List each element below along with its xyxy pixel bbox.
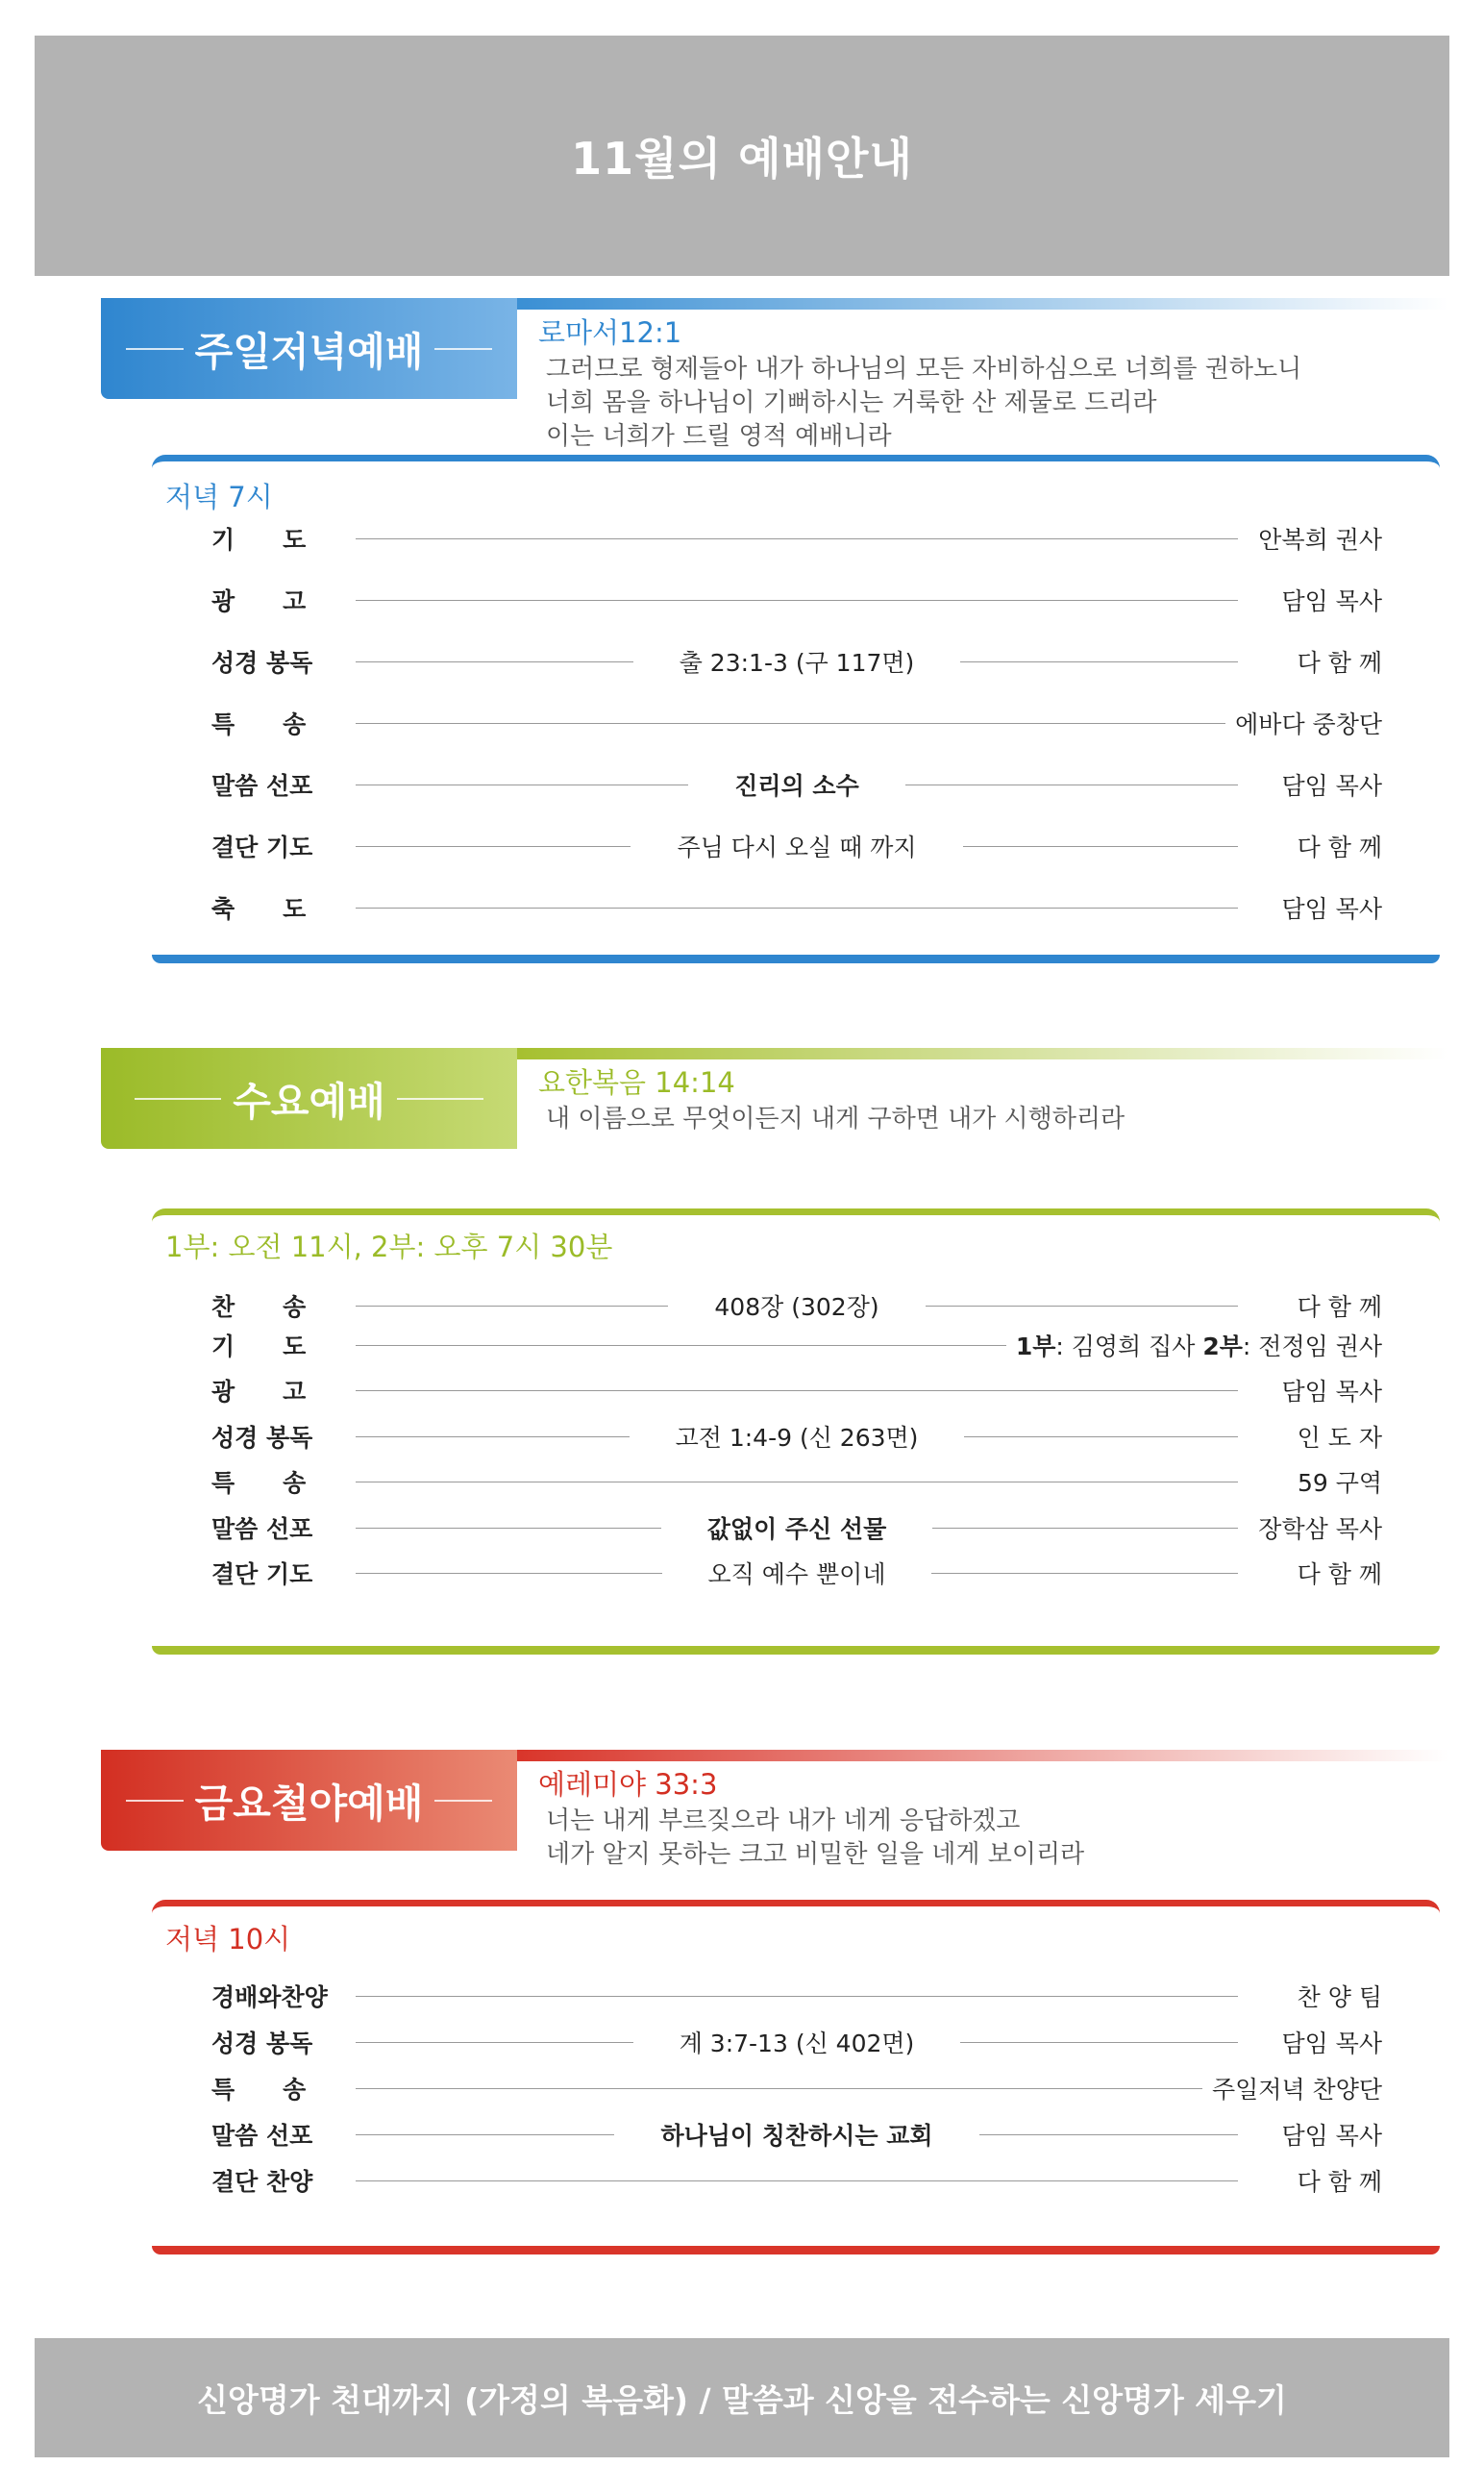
label-rule	[434, 348, 492, 350]
order-item: 성경 봉독	[211, 2030, 313, 2057]
order-row	[211, 1288, 1382, 1323]
verse-line: 내 이름으로 무엇이든지 내게 구하면 내가 시행하리라	[546, 1105, 1125, 1133]
service-label-box	[101, 298, 517, 399]
order-row	[211, 1979, 1382, 2013]
service-label: 수요예배	[233, 1079, 385, 1125]
order-item: 광 고	[211, 1378, 307, 1406]
service-time: 저녁 10시	[165, 1923, 291, 1955]
order-detail: 408장 (302장)	[356, 1288, 1238, 1323]
verse-reference: 로마서12:1	[538, 316, 682, 349]
order-leader: 1부: 김영희 집사 2부: 전정임 권사	[1015, 1333, 1382, 1360]
order-row	[211, 1510, 1382, 1545]
order-item: 특 송	[211, 710, 307, 738]
order-item: 광 고	[211, 587, 307, 615]
order-row	[211, 1419, 1382, 1454]
verse-line: 너는 내게 부르짖으라 내가 네게 응답하겠고	[546, 1806, 1021, 1835]
order-leader: 다 함 께	[1297, 1560, 1382, 1588]
label-rule	[126, 348, 184, 350]
order-row	[211, 1328, 1382, 1362]
order-leader: 에바다 중창단	[1235, 710, 1382, 738]
order-row	[211, 1464, 1382, 1499]
order-leader: 담임 목사	[1281, 1378, 1382, 1406]
service-label-box	[101, 1750, 517, 1851]
order-item: 말씀 선포	[211, 2122, 313, 2150]
order-row	[211, 644, 1382, 679]
frame-bottom-bar	[152, 2246, 1440, 2254]
order-item: 특 송	[211, 2076, 307, 2104]
verse-line: 네가 알지 못하는 크고 비밀한 일을 네게 보이리라	[546, 1840, 1085, 1869]
order-detail: 값없이 주신 선물	[356, 1510, 1238, 1545]
order-detail: 하나님이 칭찬하시는 교회	[356, 2117, 1238, 2152]
order-detail	[356, 2088, 1202, 2089]
order-row	[211, 2117, 1382, 2152]
order-detail	[356, 908, 1238, 909]
verse-line: 그러므로 형제들아 내가 하나님의 모든 자비하심으로 너희를 권하노니	[546, 355, 1302, 384]
order-leader: 다 함 께	[1297, 834, 1382, 861]
gradient-strip	[516, 298, 1448, 310]
order-item: 기 도	[211, 1333, 307, 1360]
order-leader: 다 함 께	[1297, 1293, 1382, 1321]
order-detail: 진리의 소수	[356, 767, 1238, 802]
order-leader: 주일저녁 찬양단	[1212, 2076, 1382, 2104]
verse-reference: 예레미야 33:3	[538, 1768, 718, 1801]
verse-block	[538, 1061, 1442, 1136]
order-item: 말씀 선포	[211, 772, 313, 800]
order-leader: 찬 양 팀	[1297, 1983, 1382, 2011]
service-time: 저녁 7시	[165, 481, 273, 513]
order-detail	[356, 1390, 1238, 1391]
order-item: 축 도	[211, 895, 307, 923]
order-leader: 담임 목사	[1281, 2122, 1382, 2150]
order-item: 말씀 선포	[211, 1515, 313, 1543]
label-rule	[434, 1800, 492, 1802]
order-leader: 담임 목사	[1281, 895, 1382, 923]
order-row	[211, 1373, 1382, 1407]
order-item: 기 도	[211, 526, 307, 554]
order-leader: 장학삼 목사	[1258, 1515, 1382, 1543]
order-row	[211, 521, 1382, 556]
page-title: 11월의 예배안내	[571, 133, 913, 185]
service-time: 1부: 오전 11시, 2부: 오후 7시 30분	[165, 1231, 613, 1263]
order-detail: 오직 예수 뿐이네	[356, 1556, 1238, 1590]
order-leader: 안복희 권사	[1258, 526, 1382, 554]
order-item: 찬 송	[211, 1293, 307, 1321]
frame-bottom-bar	[152, 955, 1440, 963]
order-leader: 담임 목사	[1281, 772, 1382, 800]
order-item: 성경 봉독	[211, 1424, 313, 1452]
order-detail	[356, 1345, 1006, 1346]
order-detail	[356, 2180, 1238, 2181]
order-item: 결단 찬양	[211, 2168, 313, 2196]
order-row	[211, 1556, 1382, 1590]
header-bar	[35, 36, 1449, 276]
gradient-strip	[516, 1048, 1448, 1059]
order-item: 결단 기도	[211, 1560, 313, 1588]
order-leader: 담임 목사	[1281, 2030, 1382, 2057]
order-item: 경배와찬양	[211, 1983, 328, 2011]
order-leader: 59 구역	[1297, 1469, 1382, 1497]
order-leader: 다 함 께	[1297, 2168, 1382, 2196]
verse-line: 너희 몸을 하나님이 기뻐하시는 거룩한 산 제물로 드리라	[546, 388, 1157, 417]
order-row	[211, 706, 1382, 740]
gradient-strip	[516, 1750, 1448, 1761]
verse-line: 이는 너희가 드릴 영적 예배니라	[546, 422, 892, 451]
order-detail	[356, 1996, 1238, 1997]
verse-block	[538, 311, 1442, 454]
footer-bar	[35, 2338, 1449, 2457]
order-detail	[356, 538, 1238, 539]
order-item: 결단 기도	[211, 834, 313, 861]
order-detail: 계 3:7-13 (신 402면)	[356, 2025, 1238, 2059]
service-label: 금요철야예배	[194, 1781, 424, 1827]
order-leader: 다 함 께	[1297, 649, 1382, 677]
order-row	[211, 767, 1382, 802]
order-leader: 담임 목사	[1281, 587, 1382, 615]
service-label-box	[101, 1048, 517, 1149]
order-item: 특 송	[211, 1469, 307, 1497]
order-detail	[356, 723, 1225, 724]
order-detail	[356, 600, 1238, 601]
order-row	[211, 2071, 1382, 2105]
verse-reference: 요한복음 14:14	[538, 1066, 735, 1099]
order-row	[211, 2163, 1382, 2198]
order-row	[211, 583, 1382, 617]
service-label: 주일저녁예배	[194, 329, 424, 375]
verse-block	[538, 1763, 1442, 1872]
label-rule	[397, 1098, 483, 1100]
order-detail: 주님 다시 오실 때 까지	[356, 829, 1238, 863]
order-row	[211, 890, 1382, 925]
order-item: 성경 봉독	[211, 649, 313, 677]
order-leader: 인 도 자	[1297, 1424, 1382, 1452]
label-rule	[126, 1800, 184, 1802]
frame-bottom-bar	[152, 1646, 1440, 1655]
order-row	[211, 829, 1382, 863]
label-rule	[135, 1098, 221, 1100]
order-detail: 고전 1:4-9 (신 263면)	[356, 1419, 1238, 1454]
order-detail: 출 23:1-3 (구 117면)	[356, 644, 1238, 679]
footer-slogan: 신앙명가 천대까지 (가정의 복음화) / 말씀과 신앙을 전수하는 신앙명가 세우기	[197, 2380, 1287, 2419]
order-row	[211, 2025, 1382, 2059]
